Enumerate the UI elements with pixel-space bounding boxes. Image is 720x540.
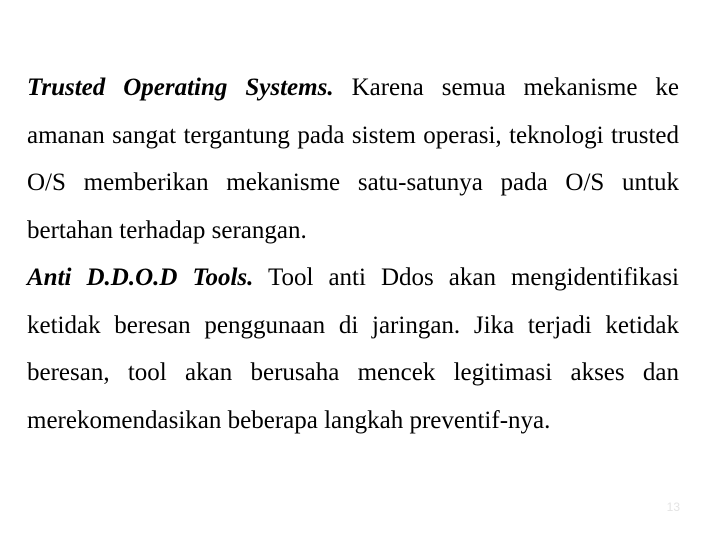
page-number: 13 <box>666 500 680 514</box>
paragraph-anti-ddos <box>27 254 679 444</box>
term-trusted-os: Trusted Operating Systems. <box>27 74 334 101</box>
term-anti-ddos: Anti D.D.O.D Tools. <box>27 264 254 291</box>
paragraph-text-trusted-os: Karena semua mekanisme ke amanan sangat tergantung pada sistem operasi, teknologi trusted O/S memberikan mekanisme satu-satunya pada O/S untuk bertahan terhadap serangan. <box>27 74 679 244</box>
paragraph-trusted-os <box>27 64 679 254</box>
paragraph-text-anti-ddos: Tool anti Ddos akan mengidentifikasi ketidak beresan penggunaan di jaringan. Jika terjadi ketidak beresan, tool akan berusaha mencek legitimasi akses dan merekomendasikan beberapa langkah preventif-nya. <box>27 264 680 434</box>
slide-body <box>27 64 679 444</box>
